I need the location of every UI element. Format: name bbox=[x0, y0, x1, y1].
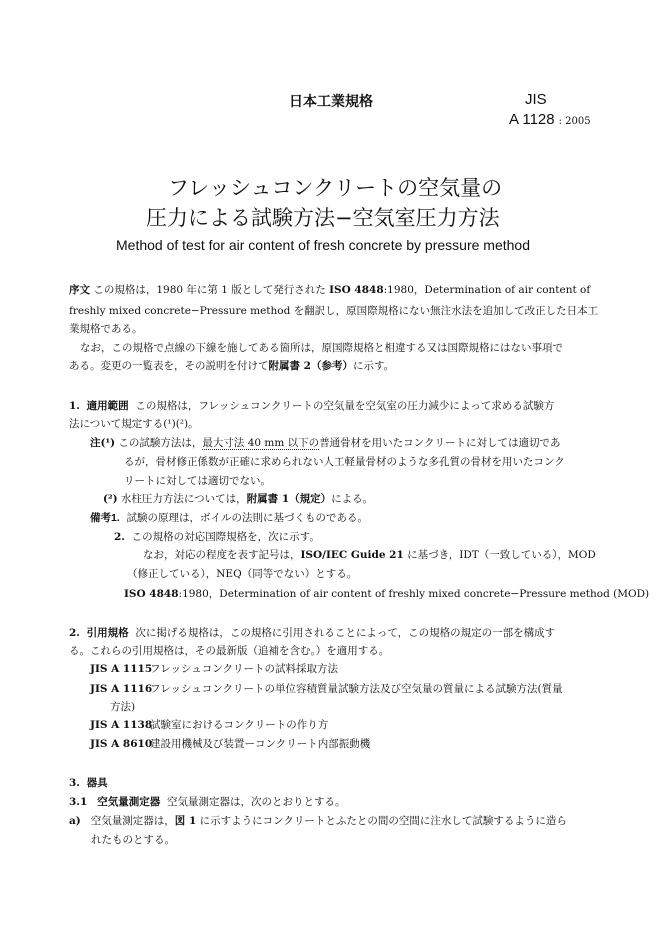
ref-title: フレッシュコンクリートの試料採取方法 bbox=[150, 663, 339, 675]
section-number: 2. bbox=[69, 627, 80, 639]
note-text: 水柱圧力方法については， bbox=[120, 493, 247, 505]
figure-1-ref: 図 1 bbox=[174, 815, 197, 827]
jis-label: JIS bbox=[525, 91, 547, 108]
ref-jis-a-8610 bbox=[90, 737, 370, 751]
item-label: a) bbox=[69, 815, 81, 827]
foreword-text: に示す。 bbox=[352, 360, 395, 372]
ref-title: 建設用機械及び装置ーコンクリート内部振動機 bbox=[150, 738, 371, 750]
subsection-number: 3.1 bbox=[69, 796, 88, 808]
jis-year: : 2005 bbox=[558, 116, 591, 127]
note-text: による。 bbox=[331, 493, 374, 505]
note-label: (²) bbox=[103, 493, 118, 505]
foreword-line-3: 業規格である。 bbox=[69, 323, 143, 335]
ref-title: フレッシュコンクリートの単位容積質量試験方法及び空気量の質量による試験方法(質量 bbox=[150, 683, 563, 695]
title-english: Method of test for air content of fresh concrete by pressure method bbox=[116, 237, 530, 253]
ref-title: 試験室におけるコンクリートの作り方 bbox=[150, 719, 329, 731]
note-text: 普通骨材を用いたコンクリートに対しては適切であ bbox=[319, 437, 561, 449]
section-heading: 器具 bbox=[86, 777, 108, 789]
item-a-line-2: れたものとする。 bbox=[91, 834, 175, 846]
remark-text: に基づき，IDT（一致している），MOD bbox=[403, 549, 596, 561]
iso-title: :1980，Determination of air content of freshly mixed concrete−Pressure method (MOD) bbox=[178, 588, 650, 600]
section-heading: 適用範囲 bbox=[86, 400, 129, 412]
note-1-line-3: リートに対しては適切でない。 bbox=[124, 475, 271, 487]
jis-number: A 1128 bbox=[509, 111, 555, 128]
remark-1 bbox=[90, 511, 368, 525]
section-1-line-2: 法について規定する(¹)(²)。 bbox=[69, 418, 199, 430]
item-text: に示すようにコンクリートとふたとの間の空間に注水して試験するように造ら bbox=[196, 815, 567, 827]
section-heading: 引用規格 bbox=[86, 627, 129, 639]
remark-2-line-1 bbox=[114, 530, 320, 544]
foreword-note-line-1: なお，この規格で点線の下線を施してある箇所は，原国際規格と相違する又は国際規格にはない事項で bbox=[80, 342, 563, 354]
title-line-2: 圧力による試験方法−空気室圧力方法 bbox=[146, 206, 500, 230]
section-3-heading bbox=[69, 776, 108, 790]
section-text: この規格は，フレッシュコンクリートの空気量を空気室の圧力減少によって求める試験方 bbox=[135, 400, 555, 412]
foreword-line-1 bbox=[69, 283, 590, 297]
ref-jis-a-1116 bbox=[90, 682, 563, 696]
iso-4848-ref: ISO 4848 bbox=[329, 284, 384, 296]
note-1-line-2: るが，骨材修正係数が正確に求められない人工軽量骨材のような多孔質の骨材を用いたコンク bbox=[124, 456, 565, 468]
remark-text: 試験の原理は，ボイルの法則に基づくものである。 bbox=[126, 512, 368, 524]
iso-reference bbox=[124, 587, 649, 601]
ref-code: JIS A 1138 bbox=[90, 719, 153, 731]
iso-iec-guide-ref: ISO/IEC Guide 21 bbox=[300, 549, 404, 561]
item-text: 空気量測定器は， bbox=[90, 815, 175, 827]
annex-2-ref: 附属書 2（参考） bbox=[268, 360, 353, 372]
annex-1-ref: 附属書 1（規定） bbox=[246, 493, 332, 505]
remark-2-line-2 bbox=[143, 548, 596, 562]
note-text: この試験方法は， bbox=[118, 437, 203, 449]
note-2 bbox=[103, 492, 373, 506]
section-number: 3. bbox=[69, 777, 80, 789]
ref-code: JIS A 1116 bbox=[90, 683, 153, 695]
section-text: 次に掲げる規格は，この規格に引用されることによって，この規格の規定の一部を構成す bbox=[135, 627, 556, 639]
section-1-line-1 bbox=[69, 399, 554, 413]
standard-name: 日本工業規格 bbox=[289, 93, 373, 109]
standard-number bbox=[509, 109, 591, 128]
dotted-underline-text: 最大寸法 40 mm 以下の bbox=[202, 437, 320, 449]
foreword-note-line-2 bbox=[69, 359, 394, 373]
foreword-text: ある。変更の一覧表を，その説明を付けて bbox=[69, 360, 269, 372]
note-1-line-1 bbox=[90, 436, 560, 450]
ref-jis-a-1116-cont: 方法) bbox=[110, 701, 136, 713]
ref-code: JIS A 1115 bbox=[90, 663, 153, 675]
remark-text: なお，対応の程度を表す記号は， bbox=[143, 549, 301, 561]
subsection-text: 空気量測定器は，次のとおりとする。 bbox=[166, 796, 346, 808]
remark-2-line-3: （修正している），NEQ（同等でない）とする。 bbox=[127, 568, 358, 580]
foreword-line-2: freshly mixed concrete−Pressure method を翻訳し，原国際規格にない無注水法を追加して改正した日本工 bbox=[69, 305, 599, 317]
ref-code: JIS A 8610 bbox=[90, 738, 153, 750]
section-2-line-1 bbox=[69, 626, 555, 640]
remark-text: この規格の対応国際規格を，次に示す。 bbox=[131, 531, 320, 543]
ref-jis-a-1115 bbox=[90, 662, 338, 676]
subsection-3-1 bbox=[69, 795, 345, 809]
item-a-line-1 bbox=[69, 814, 567, 828]
ref-jis-a-1138 bbox=[90, 718, 328, 732]
section-2-line-2: る。これらの引用規格は，その最新版（追補を含む。）を適用する。 bbox=[69, 645, 390, 657]
section-number: 1. bbox=[69, 400, 80, 412]
title-line-1: フレッシュコンクリートの空気量の bbox=[168, 176, 503, 200]
foreword-label: 序文 bbox=[69, 284, 90, 296]
subsection-heading: 空気量測定器 bbox=[97, 796, 161, 808]
note-label: 注(¹) bbox=[90, 437, 116, 449]
remarks-label: 備考1. bbox=[90, 512, 120, 524]
foreword-text: この規格は，1980 年に第 1 版として発行された bbox=[93, 284, 330, 296]
remark-number: 2. bbox=[114, 531, 125, 543]
foreword-text: :1980，Determination of air content of bbox=[383, 284, 591, 296]
iso-code: ISO 4848 bbox=[124, 588, 179, 600]
